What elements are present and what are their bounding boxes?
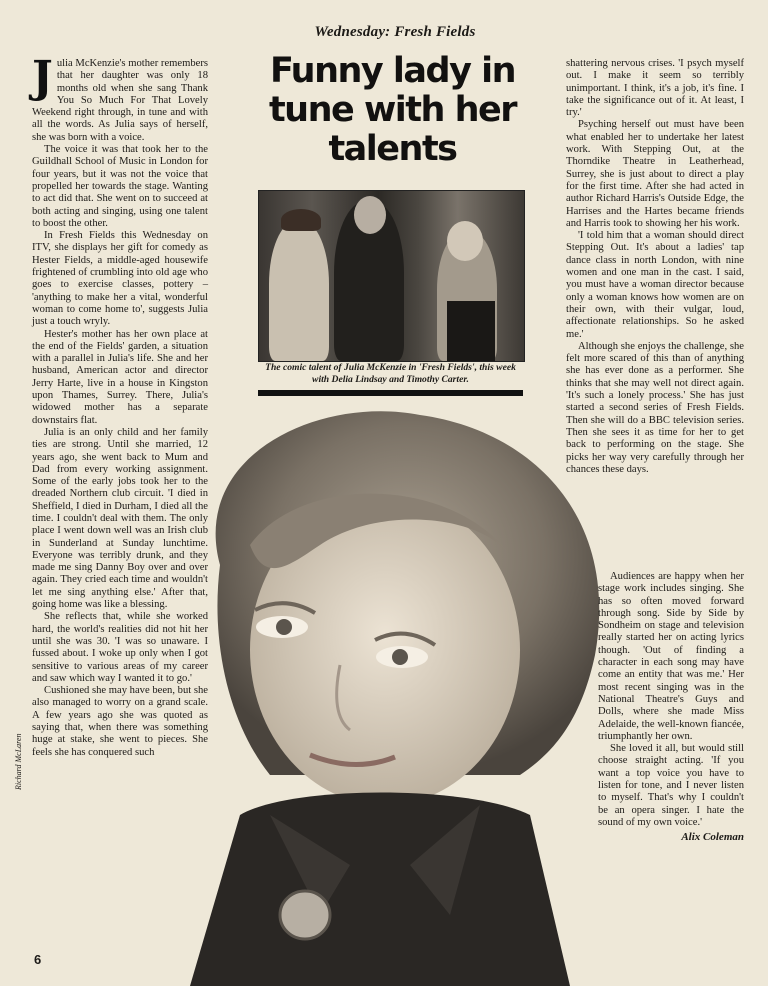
paragraph-1: Julia McKenzie's mother remembers that her daughter was only 18 months old when she sang Thank You So Much For That Lovely Weekend right through, in tune and with all the words. As Julia says of herself, she was born with a voice. — [32, 52, 208, 143]
right-column-bottom — [598, 571, 744, 844]
left-column — [32, 52, 208, 759]
paragraph-13: She loved it all, but would still choose straight acting. 'If you want a top voice you have to listen for tone, and I never listen to myself. That's why I couldn't be an opera singer. I hate the sound of my own voice.' — [598, 743, 744, 828]
paragraph-5: Julia is an only child and her family ties are strong. Until she married, 12 years ago, she went back to Mum and Dad from every working assignment. Some of the early jobs took her to the dreaded Northern club circuit. 'I died in Sheffield, I died in Durham, I died all the time. I couldn't deal with them. The only place I went down well was an Irish club in Sunderland at Sunday lunchtime. Everyone was terribly drunk, and they made me sing Danny Boy over and over again. They cried each time and wouldn't let me sing anything else.' After that, going home was like a blessing. — [32, 426, 208, 611]
photo-credit: Richard McLaren — [14, 733, 23, 790]
paragraph-2: The voice it was that took her to the Guildhall School of Music in London for four years, but it was not the voice that propelled her towards the stage. Wanting to act did that. She went on to succeed at both acting and singing, using one talent to boost the other. — [32, 144, 208, 229]
scene-photo — [258, 190, 525, 362]
portrait-photo — [150, 395, 620, 986]
drop-cap: J — [32, 52, 53, 103]
photo-caption: The comic talent of Julia McKenzie in 'Fresh Fields', this week with Delia Lindsay and Timothy Carter. — [265, 362, 516, 385]
paragraph-7: Cushioned she may have been, but she also managed to worry on a grand scale. A few years ago she was quoted as saying that, when there was something huge at stake, she went to pieces. She feels she has conquered such — [32, 685, 208, 758]
paragraph-3: In Fresh Fields this Wednesday on ITV, she displays her gift for comedy as Hester Fields, a middle-aged housewife frightened of crumbling into old age who goes to exercise classes, pottery – 'anything to make her a vital, wonderful woman to come home to', suggests Julia just a touch wryly. — [32, 230, 208, 328]
paragraph-9: Psyching herself out must have been what enabled her to undertake her latest work. With Stepping Out, at the Thorndike Theatre in Leatherhead, Surrey, she is just about to direct a play for the first time. After she had acted in author Richard Harris's Outside Edge, the Harrises and the Hartes became friends and Harris took to showing her his work. — [566, 119, 744, 229]
right-column-top — [566, 58, 744, 476]
headline: Funny lady in tune with her talents — [268, 51, 517, 169]
byline: Alix Coleman — [681, 831, 744, 844]
paragraph-8: shattering nervous crises. 'I psych myself out. I make it seem so terribly unimportant. I think, it's a job, it's fine. I take the significance out of it. At least, I try.' — [566, 58, 744, 119]
page-number: 6 — [34, 952, 42, 967]
paragraph-10: 'I told him that a woman should direct Stepping Out. It's about a ladies' tap dance class in north London, with nine women and one man in the cast. I said, you must have a woman director because only a woman knows how women are on their own, with their vulgar, loud, affectionate relationships. So he asked me.' — [566, 230, 744, 340]
paragraph-4: Hester's mother has her own place at the end of the Fields' garden, a situation with a parallel in Julia's life. She and her husband, American actor and director Jerry Harte, live in a house in Kingston upon Thames, Surrey. There, Julia's widowed mother has a separate downstairs flat. — [32, 328, 208, 426]
paragraph-12: Audiences are happy when her stage work includes singing. She has so often moved forward through song. Side by Side by Sondheim on stage and television really started her on acting lyrics though. 'Out of finding a character in each song may have come an entity that was me.' Her most recent singing was in the National Theatre's Guys and Dolls, where she made Miss Adelaide, the well-known fiancée, triumphantly her own. — [598, 571, 744, 742]
paragraph-6: She reflects that, while she worked hard, the world's realities did not hit her until she was 30. 'I was so unaware. I fussed about. I woke up only when I got sensitive to various areas of my career and saw which way I wanted it to go.' — [32, 611, 208, 684]
paragraph-11: Although she enjoys the challenge, she felt more scared of this than of anything she has ever done as a performer. She thinks that she may well not direct again. 'It's such a lonely process.' She has just started a second series of Fresh Fields. Then she will do a BBC television series. Then she sees it as time for her to get back to performing on the stage. She picks her way very carefully through her chances these days. — [566, 340, 744, 475]
running-head: Wednesday: Fresh Fields — [314, 24, 476, 40]
